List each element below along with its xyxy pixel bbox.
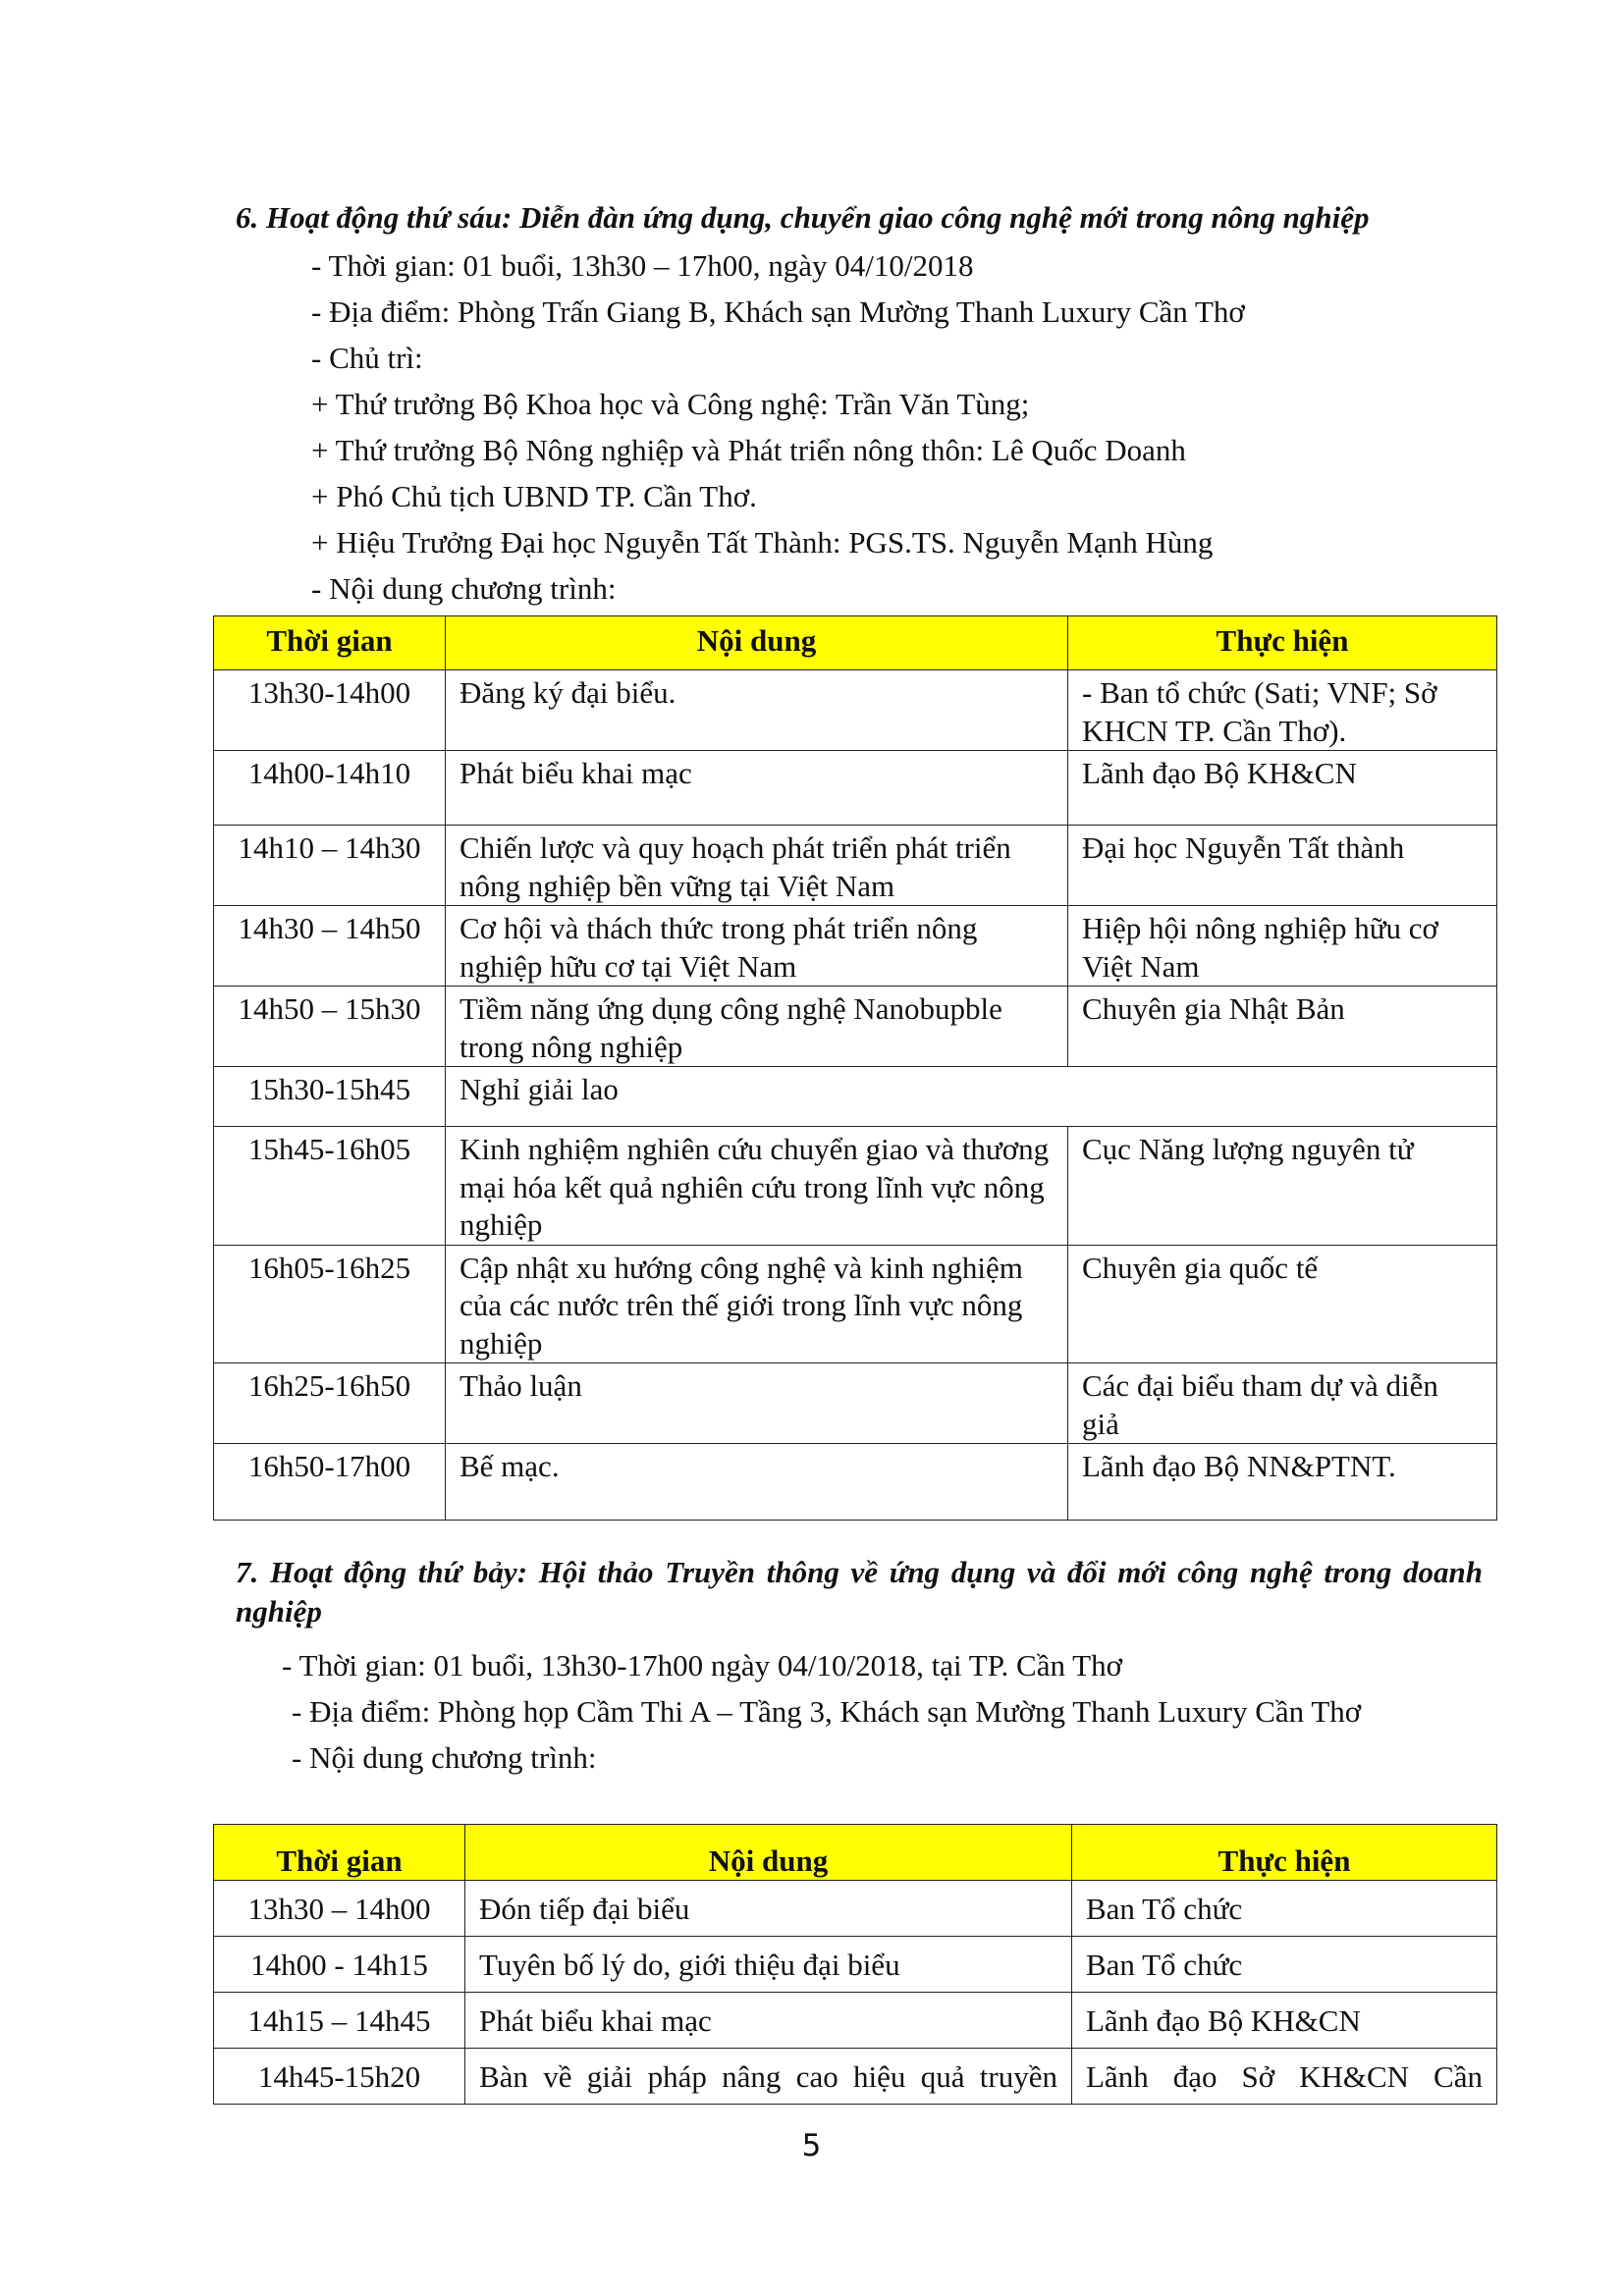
section-6-title: 6. Hoạt động thứ sáu: Diễn đàn ứng dụng, chuyển giao công nghệ mới trong nông nghiệp <box>236 200 1370 235</box>
time-cell: 14h30 – 14h50 <box>214 906 446 987</box>
content-cell: Cơ hội và thách thức trong phát triển nông nghiệp hữu cơ tại Việt Nam <box>446 906 1068 987</box>
section-6-location: - Địa điểm: Phòng Trấn Giang B, Khách sạn Mường Thanh Luxury Cần Thơ <box>311 294 1245 329</box>
table-row <box>214 906 1497 987</box>
content-cell: Đón tiếp đại biểu <box>465 1881 1072 1937</box>
table-row <box>214 2049 1497 2105</box>
section-6-chair-label: - Chủ trì: <box>311 341 423 375</box>
content-cell: Phát biểu khai mạc <box>446 751 1068 826</box>
section-6-time: - Thời gian: 01 buổi, 13h30 – 17h00, ngày 04/10/2018 <box>311 248 974 283</box>
time-cell: 14h00 - 14h15 <box>214 1937 465 1993</box>
section-7-location: - Địa điểm: Phòng họp Cầm Thi A – Tầng 3, Khách sạn Mường Thanh Luxury Cần Thơ <box>292 1694 1362 1729</box>
table-row <box>214 1127 1497 1246</box>
table-header-row <box>214 616 1497 670</box>
performer-cell: Lãnh đạo Sở KH&CN Cần <box>1072 2049 1497 2105</box>
section-7-time: - Thời gian: 01 buổi, 13h30-17h00 ngày 04/10/2018, tại TP. Cần Thơ <box>282 1648 1122 1682</box>
table-row <box>214 670 1497 751</box>
table-row <box>214 1245 1497 1363</box>
content-cell: Bế mạc. <box>446 1444 1068 1521</box>
page-number: 5 <box>801 2128 822 2163</box>
content-cell: Tuyên bố lý do, giới thiệu đại biểu <box>465 1937 1072 1993</box>
performer-cell: Lãnh đạo Bộ KH&CN <box>1068 751 1497 826</box>
content-cell: Kinh nghiệm nghiên cứu chuyển giao và thương mại hóa kết quả nghiên cứu trong lĩnh vực nông nghiệp <box>446 1127 1068 1246</box>
performer-cell: Lãnh đạo Bộ NN&PTNT. <box>1068 1444 1497 1521</box>
table-row <box>214 987 1497 1067</box>
content-cell: Phát biểu khai mạc <box>465 1993 1072 2049</box>
table-row <box>214 1881 1497 1937</box>
time-cell: 15h45-16h05 <box>214 1127 446 1246</box>
content-cell: Cập nhật xu hướng công nghệ và kinh nghiệm của các nước trên thế giới trong lĩnh vực nông nghiệp <box>446 1245 1068 1363</box>
performer-cell: Ban Tổ chức <box>1072 1937 1497 1993</box>
time-cell: 14h00-14h10 <box>214 751 446 826</box>
section-7-title: 7. Hoạt động thứ bảy: Hội thảo Truyền thông về ứng dụng và đổi mới công nghệ trong doanh nghiệp <box>236 1555 1483 1629</box>
header-performer: Thực hiện <box>1072 1825 1497 1881</box>
performer-cell: Các đại biểu tham dự và diễn giả <box>1068 1363 1497 1444</box>
table-row <box>214 751 1497 826</box>
section-7-program-label: - Nội dung chương trình: <box>292 1740 597 1775</box>
performer-cell: Chuyên gia Nhật Bản <box>1068 987 1497 1067</box>
table-header-row <box>214 1825 1497 1881</box>
time-cell: 14h50 – 15h30 <box>214 987 446 1067</box>
header-performer: Thực hiện <box>1068 616 1497 670</box>
content-cell: Thảo luận <box>446 1363 1068 1444</box>
section-6-agenda-table <box>213 615 1497 1521</box>
content-cell: Tiềm năng ứng dụng công nghệ Nanobupble trong nông nghiệp <box>446 987 1068 1067</box>
header-content: Nội dung <box>446 616 1068 670</box>
time-cell: 16h25-16h50 <box>214 1363 446 1444</box>
table-row <box>214 1444 1497 1521</box>
content-cell: Nghỉ giải lao <box>446 1067 1497 1127</box>
table-row <box>214 1363 1497 1444</box>
time-cell: 13h30 – 14h00 <box>214 1881 465 1937</box>
table-row <box>214 826 1497 906</box>
section-6-chair-1: + Thứ trưởng Bộ Khoa học và Công nghệ: Trần Văn Tùng; <box>311 387 1030 421</box>
time-cell: 15h30-15h45 <box>214 1067 446 1127</box>
performer-cell: Cục Năng lượng nguyên tử <box>1068 1127 1497 1246</box>
performer-cell: - Ban tổ chức (Sati; VNF; Sở KHCN TP. Cần Thơ). <box>1068 670 1497 751</box>
table-row <box>214 1993 1497 2049</box>
section-6-chair-4: + Hiệu Trưởng Đại học Nguyễn Tất Thành: PGS.TS. Nguyễn Mạnh Hùng <box>311 525 1214 560</box>
performer-cell: Ban Tổ chức <box>1072 1881 1497 1937</box>
performer-cell: Hiệp hội nông nghiệp hữu cơ Việt Nam <box>1068 906 1497 987</box>
section-6-program-label: - Nội dung chương trình: <box>311 571 617 606</box>
header-time: Thời gian <box>214 1825 465 1881</box>
header-time: Thời gian <box>214 616 446 670</box>
time-cell: 13h30-14h00 <box>214 670 446 751</box>
performer-cell: Chuyên gia quốc tế <box>1068 1245 1497 1363</box>
time-cell: 16h05-16h25 <box>214 1245 446 1363</box>
content-cell: Chiến lược và quy hoạch phát triển phát triển nông nghiệp bền vững tại Việt Nam <box>446 826 1068 906</box>
content-cell: Đăng ký đại biểu. <box>446 670 1068 751</box>
performer-cell: Lãnh đạo Bộ KH&CN <box>1072 1993 1497 2049</box>
header-content: Nội dung <box>465 1825 1072 1881</box>
section-6-chair-2: + Thứ trưởng Bộ Nông nghiệp và Phát triển nông thôn: Lê Quốc Doanh <box>311 433 1186 467</box>
time-cell: 14h10 – 14h30 <box>214 826 446 906</box>
section-6-chair-3: + Phó Chủ tịch UBND TP. Cần Thơ. <box>311 479 757 513</box>
time-cell: 14h15 – 14h45 <box>214 1993 465 2049</box>
content-cell: Bàn về giải pháp nâng cao hiệu quả truyền <box>465 2049 1072 2105</box>
time-cell: 16h50-17h00 <box>214 1444 446 1521</box>
section-7-agenda-table <box>213 1824 1497 2105</box>
table-row <box>214 1937 1497 1993</box>
performer-cell: Đại học Nguyễn Tất thành <box>1068 826 1497 906</box>
time-cell: 14h45-15h20 <box>214 2049 465 2105</box>
table-row <box>214 1067 1497 1127</box>
